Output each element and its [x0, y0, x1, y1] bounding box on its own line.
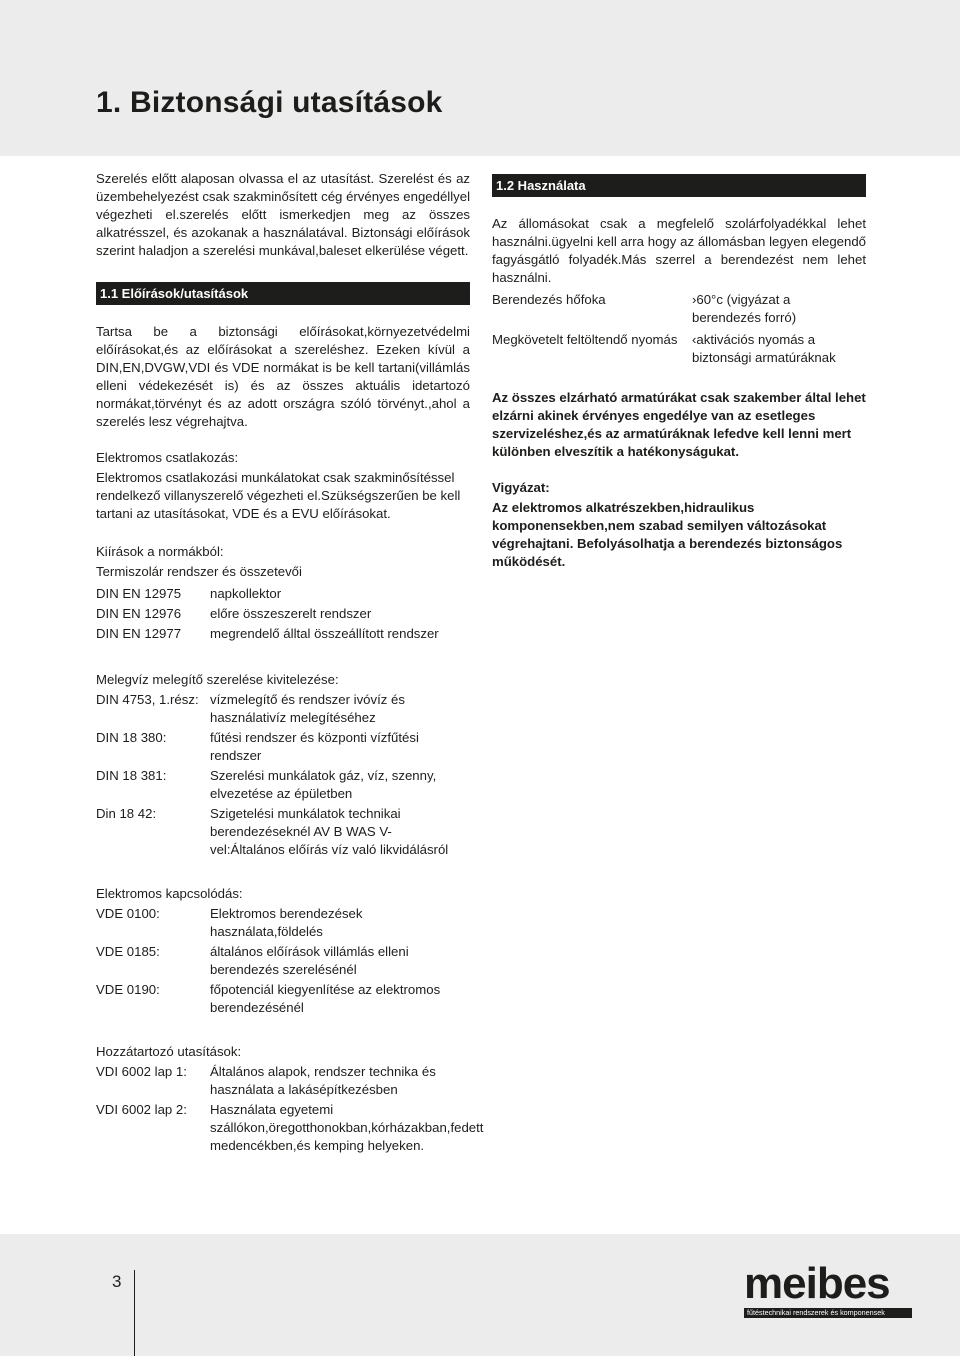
melegviz-title: Melegvíz melegítő szerelése kivitelezése:	[96, 672, 339, 687]
melegviz-key: DIN 4753, 1.rész:	[96, 692, 199, 707]
norm-key: DIN EN 12975	[96, 586, 182, 601]
melegviz-key: DIN 18 381:	[96, 768, 167, 783]
spec-value: ›60°c (vigyázat a berendezés forró)	[692, 292, 797, 325]
vdi-key: VDI 6002 lap 2:	[96, 1102, 187, 1117]
spec-key: Berendezés hőfoka	[492, 292, 606, 307]
page-number: 3	[112, 1272, 122, 1291]
norms-block	[96, 543, 470, 643]
hozzatartozo-block	[96, 1043, 484, 1155]
left-column	[96, 170, 484, 1155]
melegviz-row	[96, 729, 470, 765]
norm-key: DIN EN 12977	[96, 626, 182, 641]
melegviz-block	[96, 671, 470, 859]
page-title: 1. Biztonsági utasítások	[96, 86, 443, 119]
melegviz-value: fűtési rendszer és központi vízfűtési rendszer	[210, 730, 419, 763]
melegviz-key: DIN 18 380:	[96, 730, 167, 745]
spec-value: ‹aktivációs nyomás a biztonsági armatúráknak	[692, 332, 836, 365]
elektromos-csatlakozas-block	[96, 449, 470, 523]
norm-row	[96, 605, 470, 623]
vdi-value: Általános alapok, rendszer technika és használata a lakásépítkezésben	[210, 1064, 436, 1097]
right-column	[492, 170, 866, 571]
norm-value: előre összeszerelt rendszer	[210, 606, 372, 621]
hozzatartozo-title: Hozzátartozó utasítások:	[96, 1044, 242, 1059]
melegviz-value: vízmelegítő és rendszer ivóvíz és használativíz melegítéséhez	[210, 692, 405, 725]
warning-title: Vigyázat:	[492, 480, 550, 495]
norm-value: megrendelő álltal összeállított rendszer	[210, 626, 439, 641]
warning-text: Az elektromos alkatrészekben,hidraulikus komponensekben,nem szabad semilyen változásokat végrehajtani. Befolyásolhatja a berendezés biztonságos működését.	[492, 500, 843, 569]
section-1-2-text: Az állomásokat csak a megfelelő szolárfolyadékkal lehet használni.ügyelni kell arra hogy az állomásban legyen elegendő fagyásgátló folyadék.Más szerrel a berendezést nem lehet használni.	[492, 216, 866, 285]
vdi-row	[96, 1063, 470, 1099]
section-heading-1-1: 1.1 Előírások/utasítások	[96, 282, 470, 305]
melegviz-value: Szerelési munkálatok gáz, víz, szenny, elvezetése az épületben	[210, 768, 437, 801]
norms-title: Kiírások a normákból:	[96, 544, 224, 559]
norm-value: napkollektor	[210, 586, 282, 601]
vde-row	[96, 943, 470, 979]
norms-subtitle: Termiszolár rendszer és összetevői	[96, 564, 302, 579]
melegviz-key: Din 18 42:	[96, 806, 157, 821]
melegviz-row	[96, 691, 470, 727]
vdi-key: VDI 6002 lap 1:	[96, 1064, 187, 1079]
vdi-value: Használata egyetemi szállókon,öregotthonokban,kórházakban,fedett medencékben,és kemping helyeken.	[210, 1102, 484, 1153]
elektromos-kapcsolodas-block	[96, 885, 470, 1017]
melegviz-value: Szigetelési munkálatok technikai berendezéseknél AV B WAS V-vel:Általános előírás víz való likvidálásról	[210, 806, 449, 857]
norm-row	[96, 585, 470, 603]
logo-tagline: fűtéstechnikai rendszerek és komponensek	[744, 1308, 912, 1318]
elektromos-csatlakozas-title: Elektromos csatlakozás:	[96, 450, 239, 465]
intro-paragraph: Szerelés előtt alaposan olvassa el az utasítást. Szerelést és az üzembehelyezést csak szakminősített cég érvényes engedéllyel végezheti el.szerelés előtt ismerkedjen meg az összes alkatrésszel, és azokanak a használatával. Biztonsági előírások szerint haladjon a szerelési munkával,baleset elkerülése végett.	[96, 171, 470, 258]
vde-key: VDE 0190:	[96, 982, 160, 997]
melegviz-row	[96, 767, 470, 803]
bold-notice: Az összes elzárható armatúrákat csak szakember által lehet elzárni akinek érvényes engedélye van az esetleges szervizeléshez,és az armatúráknak lefedve kell lenni mert különben elveszítik a hatékonyságukat.	[492, 390, 866, 459]
spec-row	[492, 291, 866, 327]
melegviz-row	[96, 805, 470, 859]
footer-divider	[134, 1270, 135, 1356]
vde-row	[96, 981, 470, 1017]
meibes-logo	[744, 1259, 912, 1318]
norm-key: DIN EN 12976	[96, 606, 182, 621]
vde-value: általános előírások villámlás elleni berendezés szerelésénél	[210, 944, 409, 977]
section-heading-1-2: 1.2 Használata	[492, 174, 866, 197]
header-band	[0, 0, 960, 156]
vde-value: főpotenciál kiegyenlítése az elektromos berendezésénél	[210, 982, 441, 1015]
vde-key: VDE 0100:	[96, 906, 160, 921]
logo-wordmark: meibes	[744, 1259, 890, 1308]
spec-row	[492, 331, 866, 367]
vdi-row	[96, 1101, 484, 1155]
spec-key: Megkövetelt feltöltendő nyomás	[492, 332, 678, 347]
vde-row	[96, 905, 470, 941]
vde-value: Elektromos berendezések használata,földelés	[210, 906, 363, 939]
elektromos-kapcsolodas-title: Elektromos kapcsolódás:	[96, 886, 243, 901]
section-1-1-text: Tartsa be a biztonsági előírásokat,környezetvédelmi előírásokat,és az előírásokat a szereléshez. Ezeken kívül a DIN,EN,DVGW,VDI és VDE normákat is be kell tartani(villámlás elleni védekezését is) és az összes aktuális idetartozó normákat,törvényt és az adott országra szóló törvényt.,ahol a szerelés lesz végrehajtva.	[96, 324, 470, 429]
norm-row	[96, 625, 470, 643]
vde-key: VDE 0185:	[96, 944, 160, 959]
elektromos-csatlakozas-text: Elektromos csatlakozási munkálatokat csak szakminősítéssel rendelkező villanyszerelő végezheti el.Szükségszerűen be kell tartani az utasításokat, VDE és a EVU előírásokat.	[96, 470, 461, 521]
